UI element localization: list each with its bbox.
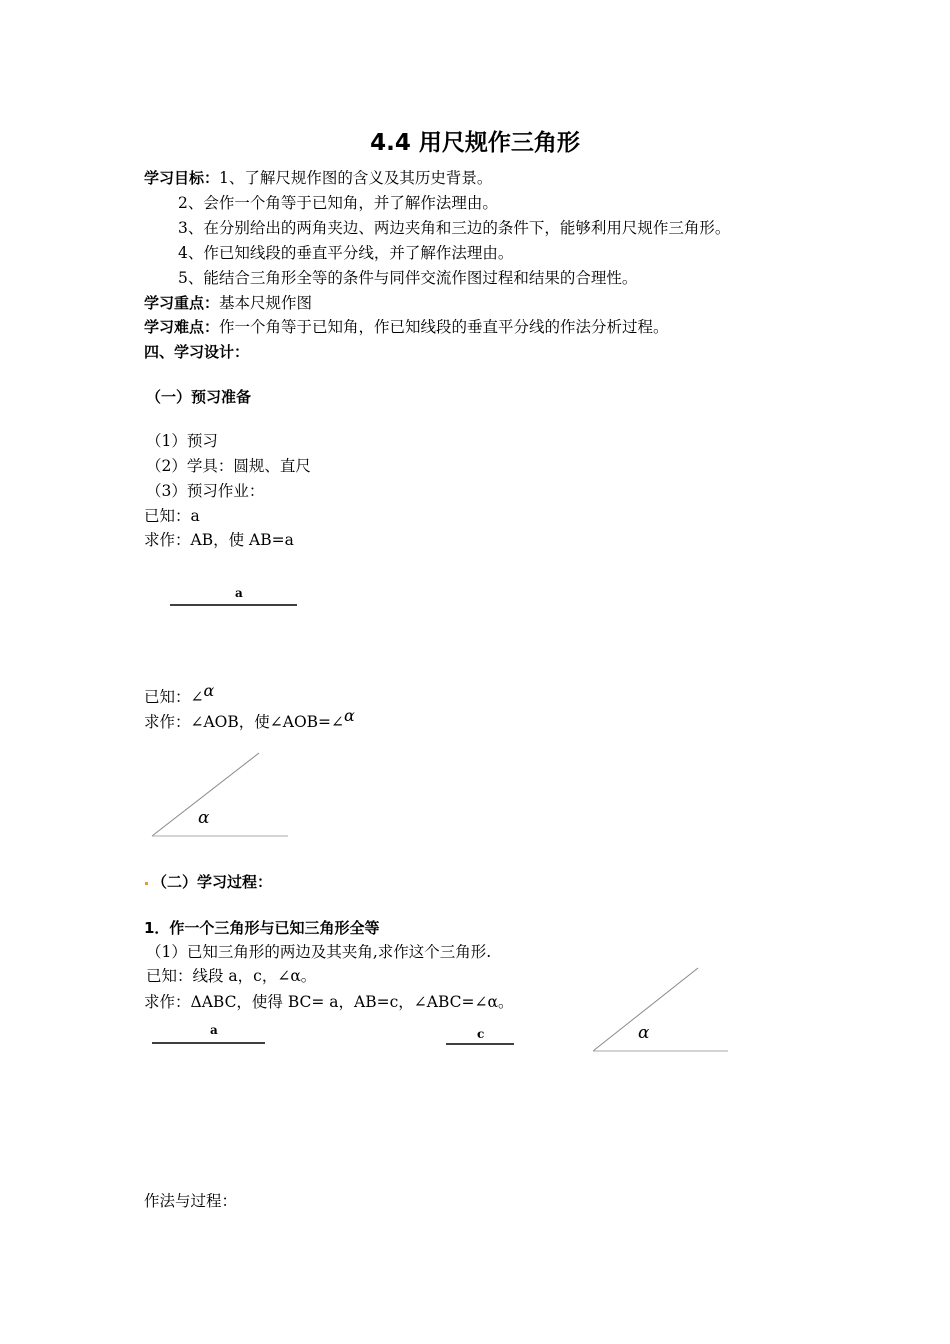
method-label: 作法与过程： [144,1192,238,1210]
prep-heading: （一）预习准备 [146,388,252,406]
alpha-symbol: α [344,706,355,725]
prep-item: （3）预习作业： [146,482,265,500]
angle-alpha-figure [593,968,728,1051]
page-title: 4.4 用尺规作三角形 [370,130,580,156]
task1-given: 已知：a [144,507,200,525]
objective-item: 1、了解尺规作图的含义及其历史背景。 [219,169,493,187]
angle-alpha-label: α [638,1023,650,1043]
task1-construct: 求作：AB，使 AB=a [144,531,294,549]
segment-a-label: a [210,1023,218,1037]
objective-item: 4、作已知线段的垂直平分线，并了解作法理由。 [178,244,514,262]
angle-alpha-label: α [198,808,210,828]
task2-construct-text: 求作：∠AOB，使∠AOB=∠ [144,713,345,732]
design-heading: 四、学习设计： [144,343,250,361]
key-point-text: 基本尺规作图 [219,294,313,312]
segment-c-label: c [477,1027,485,1041]
prep-item: （1）预习 [146,432,218,450]
angle-alpha-figure [152,753,288,836]
process-construct: 求作：ΔABC，使得 BC= a，AB=c，∠ABC=∠α。 [144,993,514,1011]
objective-item: 3、在分别给出的两角夹边、两边夹角和三边的条件下，能够利用尺规作三角形。 [178,219,731,237]
alpha-symbol: α [203,681,215,700]
objectives-label: 学习目标： [144,169,220,187]
difficulty-text: 作一个角等于已知角，作已知线段的垂直平分线的作法分析过程。 [219,318,669,336]
task2-given-text: 已知：∠ [144,688,204,707]
key-point-label: 学习重点： [144,294,220,312]
objective-item: 2、会作一个角等于已知角，并了解作法理由。 [178,194,498,212]
difficulty-label: 学习难点： [144,318,220,336]
process-heading: （二）学习过程： [152,873,273,891]
process-item-1: （1）已知三角形的两边及其夹角,求作这个三角形. [146,943,492,961]
process-subheading: 1．作一个三角形与已知三角形全等 [144,919,380,937]
process-given: 已知：线段 a，c，∠α。 [146,967,317,985]
prep-item: （2）学具：圆规、直尺 [146,457,311,475]
segment-a-label: a [235,586,243,600]
objective-item: 5、能结合三角形全等的条件与同伴交流作图过程和结果的合理性。 [178,269,638,287]
